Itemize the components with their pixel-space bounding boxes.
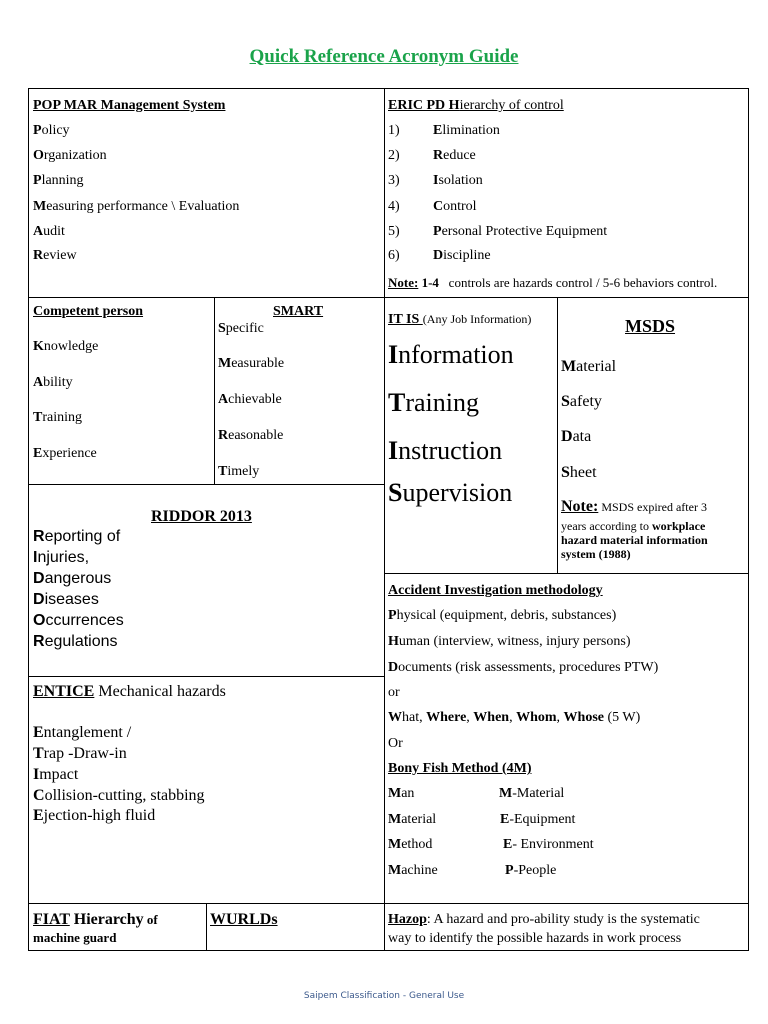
entice-item: Collision-cutting, stabbing <box>33 787 205 804</box>
riddor-heading: RIDDOR 2013 <box>151 508 252 525</box>
accident-item: Documents (risk assessments, procedures PTW) <box>388 660 659 675</box>
accident-item: Physical (equipment, debris, substances) <box>388 608 617 623</box>
msds-note: Note: MSDS expired after 3 <box>561 498 707 515</box>
smart-item: Specific <box>218 321 264 336</box>
accident-heading: Accident Investigation methodology <box>388 583 603 598</box>
competent-item: Knowledge <box>33 339 99 354</box>
competent-item: Experience <box>33 446 97 461</box>
popmar-item: Measuring performance \ Evaluation <box>33 199 240 214</box>
msds-item: Data <box>561 428 592 445</box>
accident-5w: What, Where, When, Whom, Whose (5 W) <box>388 710 641 725</box>
competent-section <box>28 297 215 485</box>
accident-or: or <box>388 685 400 700</box>
popmar-heading: POP MAR Management System <box>33 98 226 113</box>
popmar-section <box>28 88 385 298</box>
popmar-item: Policy <box>33 123 70 138</box>
bony-right-item: M-Material <box>499 786 565 801</box>
riddor-item: Diseases <box>33 591 99 608</box>
ericpd-item: 2) Reduce <box>388 148 476 163</box>
entice-heading: ENTICE Mechanical hazards <box>33 683 226 700</box>
entice-item: Trap -Draw-in <box>33 745 127 762</box>
wurlds-heading: WURLDs <box>210 911 278 928</box>
competent-item: Training <box>33 410 82 425</box>
ericpd-item: 3) Isolation <box>388 173 483 188</box>
fiat-subheading: machine guard <box>33 930 117 945</box>
riddor-item: Reporting of <box>33 528 121 545</box>
wurlds-section <box>206 903 385 951</box>
riddor-section <box>28 484 385 677</box>
ericpd-section <box>384 88 749 298</box>
ericpd-item: 5) Personal Protective Equipment <box>388 224 608 239</box>
entice-item: Ejection-high fluid <box>33 807 156 824</box>
bony-right-item: E- Environment <box>503 837 594 852</box>
popmar-item: Audit <box>33 224 65 239</box>
competent-item: Ability <box>33 375 73 390</box>
page-title: Quick Reference Acronym Guide <box>249 46 519 67</box>
msds-section <box>557 297 749 574</box>
footer-classification: Saipem Classification - General Use <box>303 991 465 1001</box>
popmar-item: Organization <box>33 148 107 163</box>
bony-right-item: E-Equipment <box>500 812 576 827</box>
entice-section <box>28 676 385 904</box>
msds-heading: MSDS <box>625 316 676 336</box>
msds-note: years according to workplace <box>561 519 706 533</box>
hazop-text: way to identify the possible hazards in work process <box>388 931 682 946</box>
itis-item: Supervision <box>388 478 513 507</box>
msds-item: Safety <box>561 393 602 410</box>
bony-left-item: Man <box>388 786 415 801</box>
fiat-section <box>28 903 207 951</box>
riddor-item: Regulations <box>33 633 118 650</box>
entice-item: Impact <box>33 766 79 783</box>
itis-heading: IT IS (Any Job Information) <box>388 312 532 327</box>
popmar-item: Review <box>33 248 77 263</box>
smart-item: Achievable <box>218 392 282 407</box>
accident-item: Human (interview, witness, injury persons) <box>388 634 631 649</box>
entice-item: Entanglement / <box>33 724 132 741</box>
riddor-item: Dangerous <box>33 570 112 587</box>
ericpd-note: Note: 1-4 controls are hazards control / 5-6 behaviors control. <box>388 275 718 290</box>
smart-item: Timely <box>218 464 260 479</box>
ericpd-item: 1) Elimination <box>388 123 500 138</box>
hazop-section <box>384 903 749 951</box>
bony-right-item: P-People <box>505 863 557 878</box>
msds-note: hazard material information <box>561 533 708 547</box>
riddor-item: Injuries, <box>33 549 90 566</box>
fiat-heading: FIAT Hierarchy of <box>33 911 158 928</box>
smart-item: Measurable <box>218 356 285 371</box>
msds-item: Sheet <box>561 464 597 481</box>
bony-heading: Bony Fish Method (4M) <box>388 761 532 776</box>
riddor-item: Occurrences <box>33 612 124 629</box>
itis-item: Instruction <box>388 436 503 465</box>
msds-item: Material <box>561 358 617 375</box>
bony-left-item: Material <box>388 812 437 827</box>
accident-or: Or <box>388 736 403 751</box>
smart-section <box>214 297 385 485</box>
smart-item: Reasonable <box>218 428 284 443</box>
ericpd-item: 4) Control <box>388 199 477 214</box>
hazop-text: Hazop: A hazard and pro-ability study is the systematic <box>388 912 700 927</box>
msds-note: system (1988) <box>561 547 631 561</box>
ericpd-item: 6) Discipline <box>388 248 491 263</box>
smart-heading: SMART <box>273 304 324 319</box>
ericpd-heading: ERIC PD Hierarchy of control <box>388 98 564 113</box>
itis-item: Information <box>388 340 514 369</box>
bony-left-item: Method <box>388 837 433 852</box>
bony-left-item: Machine <box>388 863 438 878</box>
accident-section <box>384 573 749 904</box>
itis-item: Training <box>388 388 479 417</box>
competent-heading: Competent person <box>33 304 144 319</box>
popmar-item: Planning <box>33 173 84 188</box>
itis-section <box>384 297 558 574</box>
